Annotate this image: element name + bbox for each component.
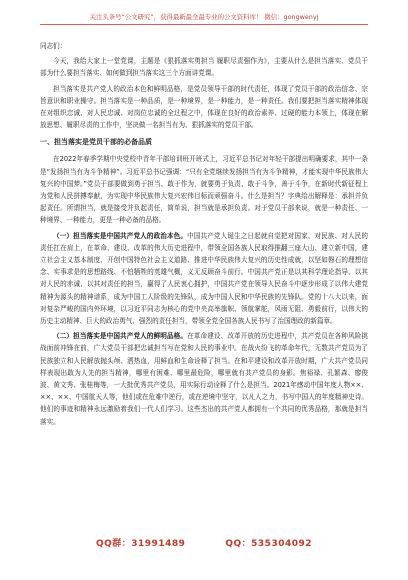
header-banner: 关注头条号“公文研究”，获得最新最全最专业的公文资料库！ 微信：gongwenyj <box>40 12 368 25</box>
section-heading: 一、担当落实是党员干部的必备品质 <box>40 138 152 147</box>
qq-group-number: QQ群：31991489 <box>95 539 186 549</box>
footer-contact <box>40 536 368 549</box>
overview-paragraph: 担当落实是共产党人的政治本色和鲜明品格，是党员领导干部的时代责任，体现了党员干部的政治信念、宗旨意识和职业操守。担当落实是一种品质，是一种境界，是一种能力，是一种责任。我们要把担当落实精神体现在对组织忠诚、对人民忠诚、对岗位忠诚的全过程之中，体现在良好的政治素养、过硬的能力本领上，体现在解放思想、履职尽责的工作中，坚决做一名担当有为、狠抓落实的党员干部。 <box>40 84 368 130</box>
intro-paragraph: 今天，我给大家上一堂党课，主题是《狠抓落实勇担当 履职尽责强作为》，主要从什么是担当落实、党员干部为什么要担当落实、如何做到担当落实这三个方面讲党课。 <box>40 57 368 78</box>
subsection-2 <box>40 330 368 428</box>
subsection-1-text: 中国共产党人诞生之日起就自觉把对国家、对民族、对人民的责任扛在肩上，在革命、建设、改革的伟大历史进程中，带领全国各族人民取得推翻三座大山、建立新中国，建立社会主义基本制度、开创中国特色社会主义道路、推进中华民族伟大复兴的历史性成就，以坚如磐石的理想信念、实事求是的思想路线、不怕牺牲的英雄气概，义无反顾奋斗前行。中国共产党正是以其科学理论指导、以其对人民的赤诚、以其对责任的担当，赢得了人民衷心拥护，中国共产党在领导人民奋斗中逐步形成了以伟大建党精神为源头的精神谱系，成为中国工人阶级的先锋队，成为中国人民和中华民族的先锋队。党的十八大以来，面对复杂严峻的国内外环境，以习近平同志为核心的党中央高举旗帜、领航掌舵，风雨无阻、勇毅前行，以伟大的历史主动精神、巨大的政治勇气、强烈的责任担当，带领全党全国各族人民书写了治国理政的新篇章。 <box>40 231 369 326</box>
section-paragraph: 在2022年春季学期中央党校中青年干部培训班开班式上，习近平总书记对年轻干部提出明确要求，其中一条是“发扬担当有为斗争精神”。习近平总书记强调：“只有全党继续发扬担当有为斗争精神，才能实现中华民族伟大复兴的中国梦。”党员干部要做到勇于担当、敢于作为，就要勇于负责、敢于斗争，善于斗争，在新时代新征程上为党和人民拼搏奉献，为实现中华民族伟大复兴宏伟目标而顽强奋斗。什么是担当？字典给出解释是：承担并负起责任。所谓担当，就是接受并负起责任，简单说，担当就是承担负责。对于党员干部来说，就是一种责任、一种境界、一种能力，更是一种必备的品格。 <box>40 155 368 225</box>
document-body <box>40 40 368 431</box>
subsection-1 <box>40 230 368 328</box>
qq-number: QQ：535304092 <box>225 539 313 549</box>
greeting: 同志们： <box>40 42 67 50</box>
subsection-2-lead: （二）担当落实是中国共产党人的鲜明品格。 <box>53 332 188 341</box>
subsection-1-lead: （一）担当落实是中国共产党人的政治本色。 <box>53 231 188 240</box>
subsection-2-text: 在革命建设、改革开放的历史进程中，共产党员在各种风险挑战面前冲锋在前，广大党员干部把忠诚担当写在党和人民的事业中。在战火纷飞的革命年代，无数共产党员为了民族独立和人民解放抛头颅、洒热血，用鲜血和生命诠释了担当。在和平建设和改革开放时期，广大共产党员同样表现出敢为人先的担当精神，哪里有困难、哪里最危险，哪里就有共产党员的身影。焦裕禄、孔繁森、廖俊波、黄文秀、张桂梅等，一大批优秀共产党员，用实际行动诠释了什么是担当。2021年感动中国年度人物××、××、××、中国航天人等，他们或在危难中逆行，或在逆境中坚守，以凡人之力，书写中国人的年度精神史诗。他们的事迹和精神永远激励着我们一代人们学习。这些杰出的共产党人都拥有一个共同的优秀品格，那就是担当落实。 <box>40 332 369 426</box>
